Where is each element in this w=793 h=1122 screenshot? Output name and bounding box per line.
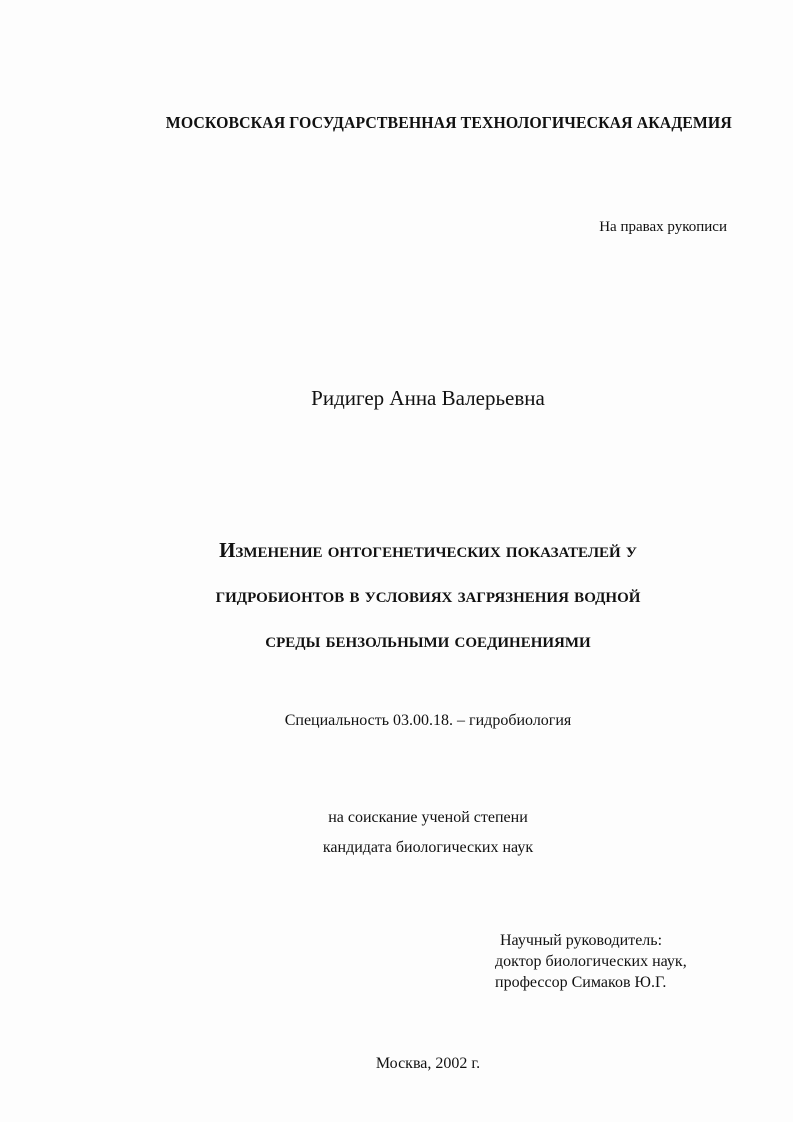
supervisor-block xyxy=(495,930,687,993)
thesis-title-line-3: среды бензольными соединениями xyxy=(265,628,591,652)
city-year: Москва, 2002 г. xyxy=(375,1055,481,1072)
thesis-title xyxy=(0,528,793,663)
author-name: Ридигер Анна Валерьевна xyxy=(311,386,545,410)
thesis-title-line-1: Изменение онтогенетических показателей у xyxy=(219,538,637,562)
rights-note: На правах рукописи xyxy=(599,219,727,235)
degree-line-2: кандидата биологических наук xyxy=(322,839,534,856)
specialty-line: Специальность 03.00.18. – гидробиология xyxy=(284,712,572,729)
institution-name: МОСКОВСКАЯ ГОСУДАРСТВЕННАЯ ТЕХНОЛОГИЧЕСКАЯ АКАДЕМИЯ xyxy=(165,113,732,132)
degree-block xyxy=(0,803,793,863)
thesis-title-line-2: гидробионтов в условиях загрязнения водной xyxy=(215,583,641,607)
supervisor-degree: доктор биологических наук, xyxy=(495,953,687,970)
degree-line-1: на соискание ученой степени xyxy=(328,809,528,826)
supervisor-role: Научный руководитель: xyxy=(500,932,663,949)
supervisor-name: профессор Симаков Ю.Г. xyxy=(495,974,667,991)
